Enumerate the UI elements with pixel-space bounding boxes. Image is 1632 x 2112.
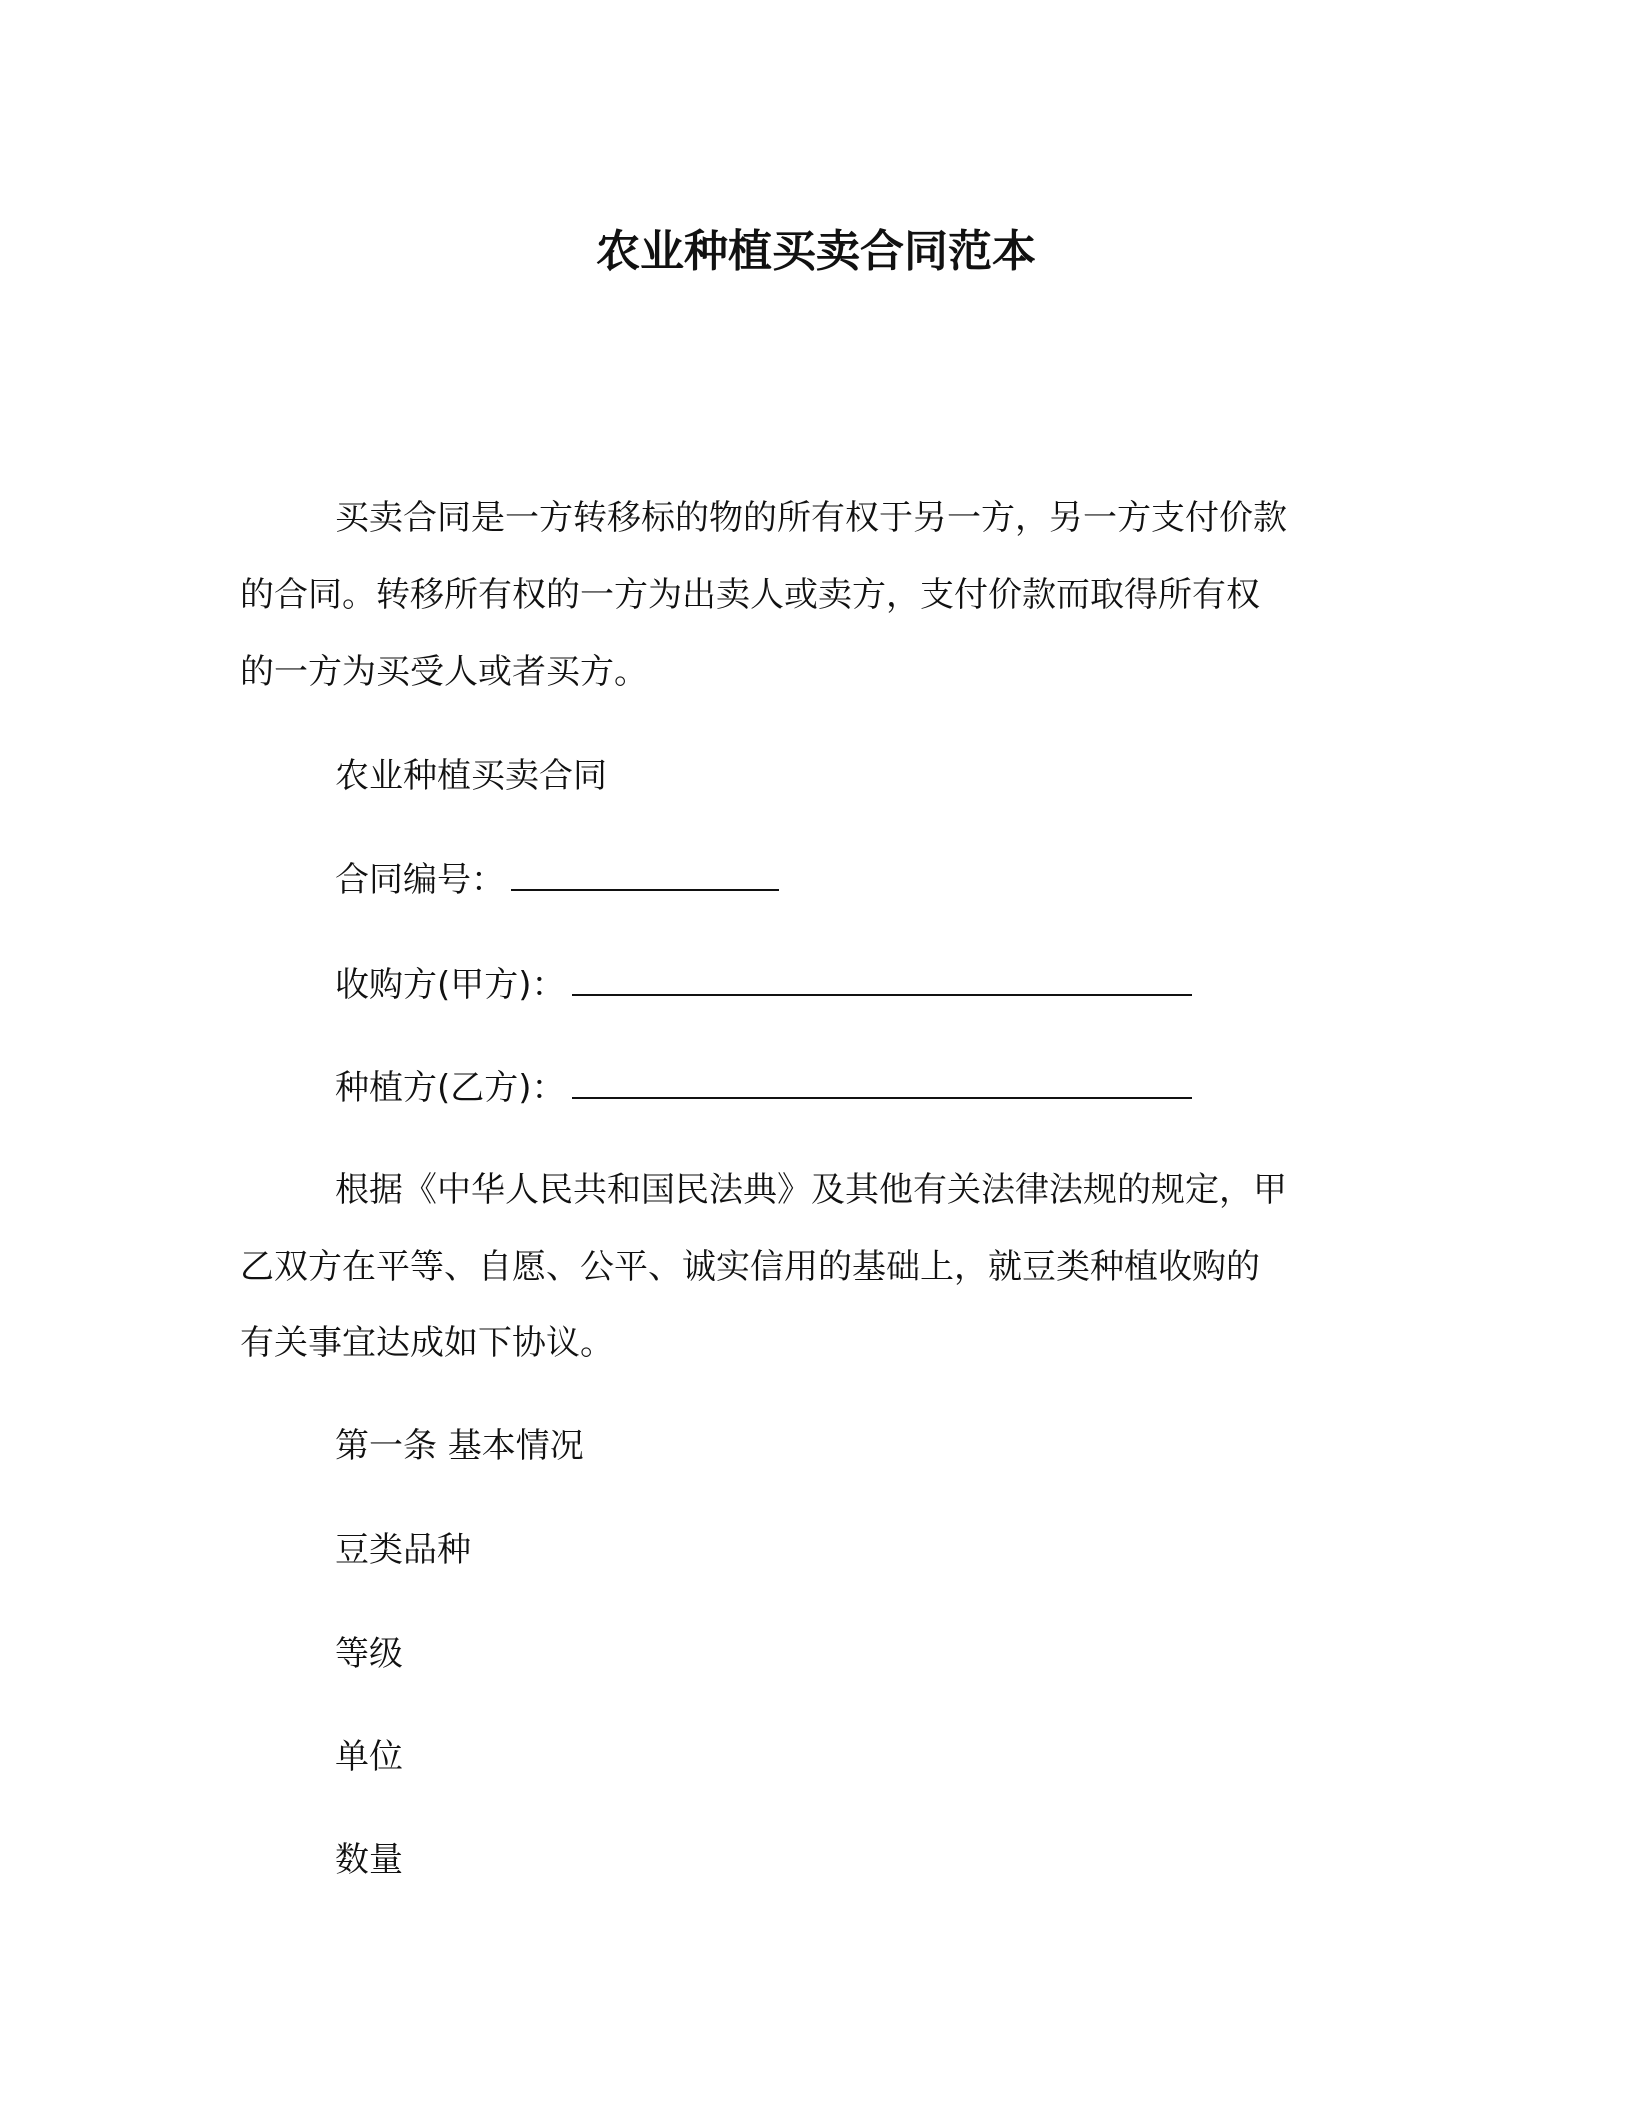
contract-number-field xyxy=(335,860,779,900)
grower-blank xyxy=(572,1069,1192,1099)
intro-line-3: 的一方为买受人或者买方。 xyxy=(240,652,648,692)
buyer-field xyxy=(335,965,1192,1005)
basis-line-2: 乙双方在平等、自愿、公平、诚实信用的基础上，就豆类种植收购的 xyxy=(240,1247,1260,1287)
article-1-item: 数量 xyxy=(335,1840,403,1880)
contract-number-label: 合同编号： xyxy=(335,860,505,900)
contract-heading: 农业种植买卖合同 xyxy=(335,756,607,796)
intro-line-1: 买卖合同是一方转移标的物的所有权于另一方，另一方支付价款 xyxy=(335,498,1287,538)
buyer-blank xyxy=(572,966,1192,996)
basis-line-1: 根据《中华人民共和国民法典》及其他有关法律法规的规定，甲 xyxy=(335,1170,1287,1210)
basis-line-3: 有关事宜达成如下协议。 xyxy=(240,1323,614,1363)
buyer-label: 收购方(甲方)： xyxy=(335,965,566,1005)
article-1-heading: 第一条 基本情况 xyxy=(335,1426,584,1466)
grower-label: 种植方(乙方)： xyxy=(335,1068,566,1108)
intro-line-2: 的合同。转移所有权的一方为出卖人或卖方，支付价款而取得所有权 xyxy=(240,575,1260,615)
article-1-item: 单位 xyxy=(335,1737,403,1777)
document-title: 农业种植买卖合同范本 xyxy=(596,226,1036,277)
article-1-item: 等级 xyxy=(335,1634,403,1674)
contract-number-blank xyxy=(511,861,779,891)
grower-field xyxy=(335,1068,1192,1108)
article-1-item: 豆类品种 xyxy=(335,1530,471,1570)
